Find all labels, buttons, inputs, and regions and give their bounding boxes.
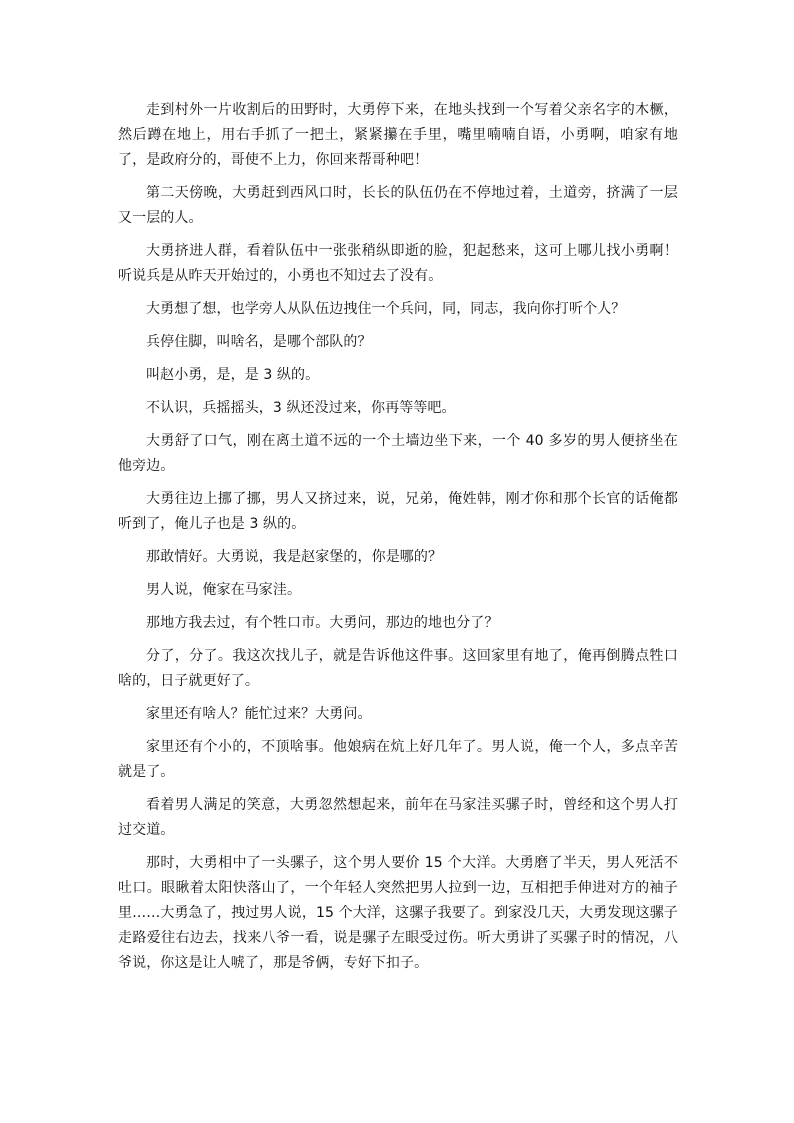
paragraph-16: 看着男人满足的笑意，大勇忽然想起来，前年在马家洼买骡子时，曾经和这个男人打过交道。 xyxy=(118,797,678,838)
paragraph-17: 那时，大勇相中了一头骡子，这个男人要价 15 个大洋。大勇磨了半天，男人死活不吐口。眼瞅着太阳快落山了，一个年轻人突然把男人拉到一边，互相把手伸进对方的袖子里……大勇急了，拽过男人说，15 个大洋，这骡子我要了。到家没几天，大勇发现这骡子走路爱往右边去，找来八爷一看，说是骡子左眼受过伤。听大勇讲了买骡子时的情况，八爷说，你这是让人唬了，那是爷俩，专好下扣子。 xyxy=(118,855,678,971)
paragraph-12: 那地方我去过，有个牲口市。大勇问，那边的地也分了？ xyxy=(146,615,499,631)
paragraph-13: 分了，分了。我这次找儿子，就是告诉他这件事。这回家里有地了，俺再倒腾点牲口啥的，日子就更好了。 xyxy=(118,648,678,689)
paragraph-10: 那敢情好。大勇说，我是赵家堡的，你是哪的？ xyxy=(146,549,443,565)
paragraph-9: 大勇往边上挪了挪，男人又挤过来，说，兄弟，俺姓韩，刚才你和那个长官的话俺都听到了，俺儿子也是 3 纵的。 xyxy=(118,491,678,532)
paragraph-3: 大勇挤进人群，看着队伍中一张张稍纵即逝的脸，犯起愁来，这可上哪儿找小勇啊！听说兵是从昨天开始过的，小勇也不知过去了没有。 xyxy=(118,243,678,284)
paragraph-1: 走到村外一片收割后的田野时，大勇停下来，在地头找到一个写着父亲名字的木橛，然后蹲在地上，用右手抓了一把土，紧紧攥在手里，嘴里喃喃自语，小勇啊，咱家有地了，是政府分的，哥使不上力，你回来帮哥种吧！ xyxy=(118,102,678,168)
paragraph-4: 大勇想了想，也学旁人从队伍边拽住一个兵问，同，同志，我向你打听个人？ xyxy=(146,301,626,317)
paragraph-8: 大勇舒了口气，刚在离土道不远的一个土墙边坐下来，一个 40 多岁的男人便挤坐在他旁边。 xyxy=(118,433,678,474)
paragraph-15: 家里还有个小的，不顶啥事。他娘病在炕上好几年了。男人说，俺一个人，多点辛苦就是了。 xyxy=(118,739,678,780)
paragraph-2: 第二天傍晚，大勇赶到西风口时，长长的队伍仍在不停地过着，土道旁，挤满了一层又一层的人。 xyxy=(118,185,678,226)
paragraph-5: 兵停住脚，叫啥名，是哪个部队的？ xyxy=(146,334,372,350)
paragraph-14: 家里还有啥人？能忙过来？大勇问。 xyxy=(146,706,372,722)
paragraph-11: 男人说，俺家在马家洼。 xyxy=(146,582,302,598)
paragraph-7: 不认识，兵摇摇头，3 纵还没过来，你再等等吧。 xyxy=(146,400,456,416)
paragraph-6: 叫赵小勇，是，是 3 纵的。 xyxy=(146,367,320,383)
document-body xyxy=(118,98,678,984)
